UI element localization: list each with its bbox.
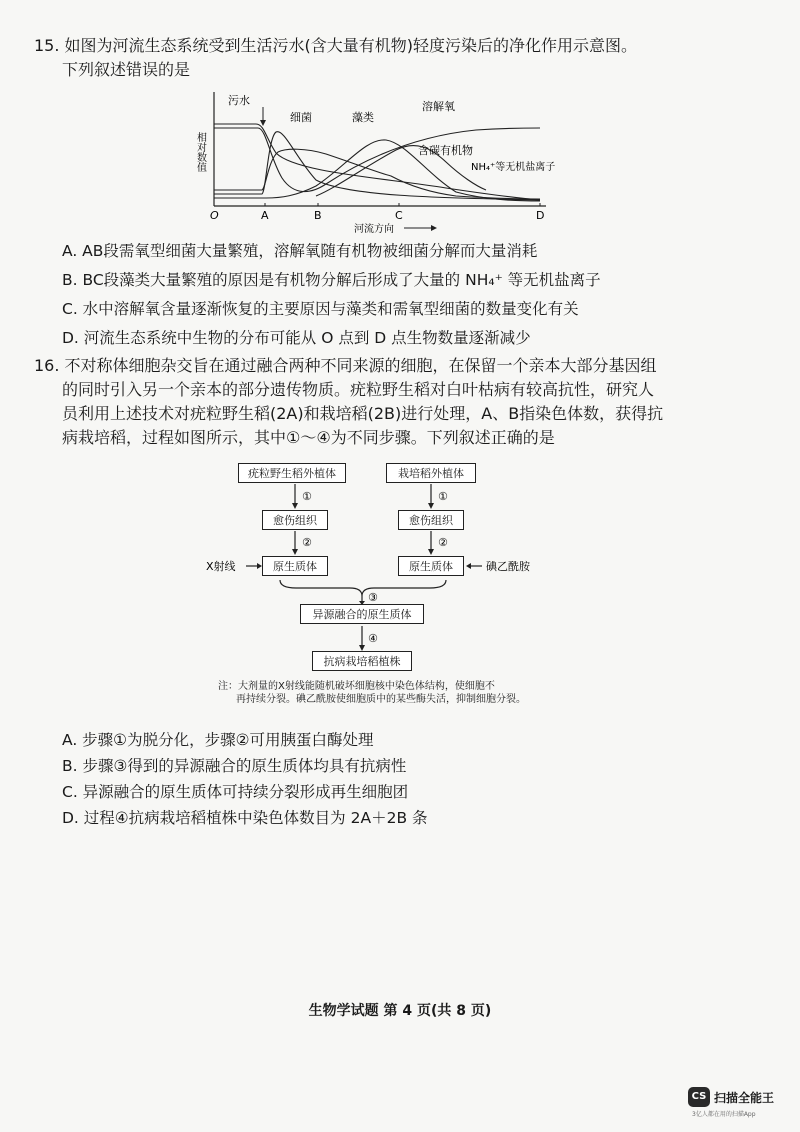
q16-stem-line1: 16. 不对称体细胞杂交旨在通过融合两种不同来源的细胞，在保留一个亲本大部分基因组	[34, 356, 657, 375]
q15-stem-line1: 15. 如图为河流生态系统受到生活污水(含大量有机物)轻度污染后的净化作用示意图。	[34, 36, 638, 55]
wild-explant-box: 疣粒野生稻外植体	[238, 463, 346, 483]
q16-stem-line3: 员利用上述技术对疣粒野生稻(2A)和栽培稻(2B)进行处理，A、B指染色体数，获得抗	[62, 404, 664, 423]
q16-note	[218, 680, 598, 706]
tick-d: D	[536, 209, 545, 222]
q16-option-c: C. 异源融合的原生质体可持续分裂形成再生细胞团	[62, 783, 409, 801]
label-nh4: NH₄⁺等无机盐离子	[471, 162, 556, 173]
q15-option-c: C. 水中溶解氧含量逐渐恢复的主要原因与藻类和需氧型细菌的数量变化有关	[62, 300, 579, 318]
question-15	[34, 34, 774, 82]
label-bacteria: 细菌	[290, 111, 312, 124]
step2-left: ②	[302, 536, 312, 549]
scanner-watermark	[688, 1087, 793, 1119]
wild-callus-box: 愈伤组织	[262, 510, 328, 530]
cs-tagline: 3亿人都在用的扫描App	[692, 1111, 756, 1118]
cs-name: 扫描全能王	[714, 1091, 775, 1105]
note-line2: 再持续分裂。碘乙酰胺使细胞质中的某些酶失活，抑制细胞分裂。	[236, 694, 526, 705]
step3-brace	[280, 580, 446, 596]
resistant-plant-box: 抗病栽培稻植株	[312, 651, 412, 671]
label-organic-carbon: 含碳有机物	[418, 144, 473, 157]
wild-protoplast-box: 原生质体	[262, 556, 328, 576]
tick-c: C	[395, 209, 403, 222]
q15-option-d: D. 河流生态系统中生物的分布可能从 O 点到 D 点生物数量逐渐减少	[62, 329, 531, 347]
q16-option-b: B. 步骤③得到的异源融合的原生质体均具有抗病性	[62, 757, 407, 775]
cs-logo: CS	[688, 1087, 710, 1107]
label-dissolved-oxygen: 溶解氧	[422, 100, 455, 113]
q16-stem-line2: 的同时引入另一个亲本的部分遗传物质。疣粒野生稻对白叶枯病有较高抗性，研究人	[62, 380, 655, 399]
step1-left: ①	[302, 490, 312, 503]
q16-option-d: D. 过程④抗病栽培稻植株中染色体数目为 2A＋2B 条	[62, 809, 428, 827]
y-axis-label: 相对数值	[194, 132, 206, 172]
q16-option-a: A. 步骤①为脱分化，步骤②可用胰蛋白酶处理	[62, 731, 374, 749]
cult-callus-box: 愈伤组织	[398, 510, 464, 530]
step1-right: ①	[438, 490, 448, 503]
tick-a: A	[261, 209, 269, 222]
q15-stem-line2: 下列叙述错误的是	[62, 60, 191, 79]
xray-label: X射线	[206, 560, 236, 573]
curve-dissolved-oxygen	[214, 128, 540, 192]
q16-stem-line4: 病栽培稻，过程如图所示，其中①～④为不同步骤。下列叙述正确的是	[62, 428, 555, 447]
cult-protoplast-box: 原生质体	[398, 556, 464, 576]
step3-label: ③	[368, 591, 378, 604]
tick-o: O	[210, 209, 219, 222]
label-sewage: 污水	[228, 94, 250, 107]
q15-option-a: A. AB段需氧型细菌大量繁殖，溶解氧随有机物被细菌分解而大量消耗	[62, 242, 538, 260]
step4-label: ④	[368, 632, 378, 645]
page-footer: 生物学试题 第 4 页(共 8 页)	[308, 1003, 492, 1019]
x-axis-label: 河流方向	[354, 224, 394, 235]
tick-b: B	[314, 209, 322, 222]
fused-protoplast-box: 异源融合的原生质体	[300, 604, 424, 624]
cult-explant-box: 栽培稻外植体	[386, 463, 476, 483]
step2-right: ②	[438, 536, 448, 549]
q16-flow-arrows	[200, 480, 560, 655]
q15-option-b: B. BC段藻类大量繁殖的原因是有机物分解后形成了大量的 NH₄⁺ 等无机盐离子	[62, 271, 601, 289]
note-line1: 注：大剂量的X射线能随机破坏细胞核中染色体结构，使细胞不	[218, 681, 495, 692]
iodo-label: 碘乙酰胺	[486, 560, 530, 573]
label-algae: 藻类	[352, 111, 374, 124]
q15-chart	[186, 88, 576, 236]
question-16	[34, 354, 774, 450]
